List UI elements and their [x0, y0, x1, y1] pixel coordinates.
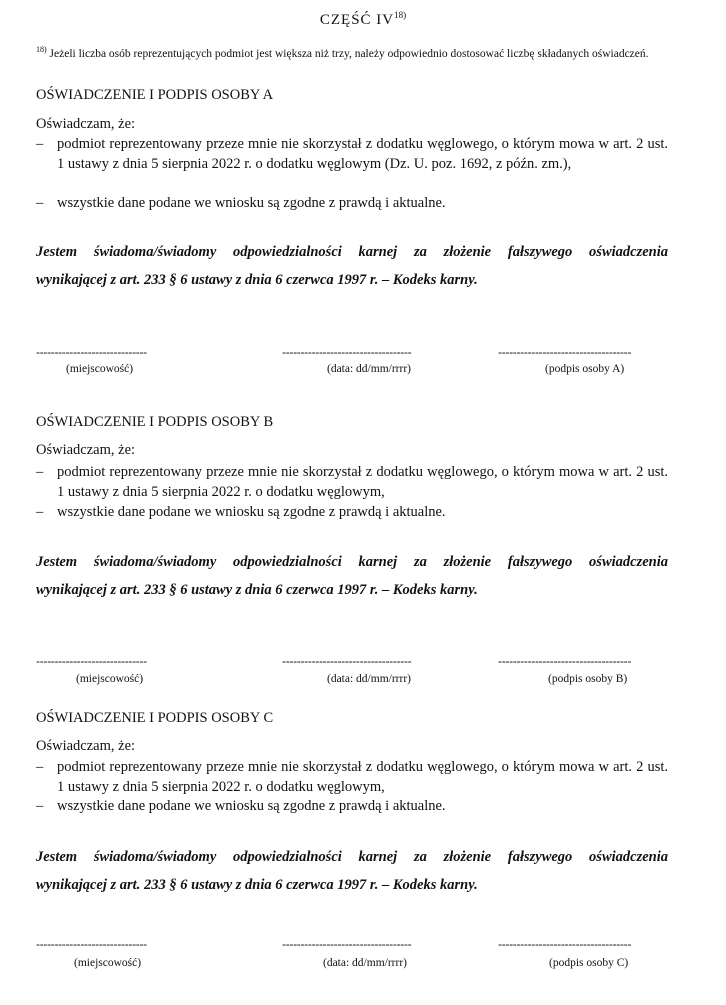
section-b-date-caption: (data: dd/mm/rrrr) — [327, 673, 411, 685]
section-a-item-2 — [36, 193, 668, 213]
section-a-signature-caption: (podpis osoby A) — [545, 363, 625, 375]
list-dash: – — [36, 464, 44, 480]
section-b-place-line: ------------------------------ — [36, 654, 147, 668]
section-a-item-2-text: wszystkie dane podane we wniosku są zgodne z prawdą i aktualne. — [57, 195, 446, 211]
section-a-item-1 — [36, 134, 668, 174]
section-c-warning-line-1: Jestem świadoma/świadomy odpowiedzialności karnej za złożenie fałszywego oświadczenia — [36, 849, 668, 865]
list-dash: – — [36, 136, 44, 152]
section-b-date-line: ----------------------------------- — [282, 654, 412, 668]
section-c-item-1-text: podmiot reprezentowany przeze mnie nie skorzystał z dodatku węglowego, o którym mowa w art. 2 ust. 1 ustawy z dnia 5 sierpnia 2022 r. o dodatku węglowym, — [57, 759, 668, 795]
section-c-item-1 — [36, 757, 668, 797]
section-c-heading: OŚWIADCZENIE I PODPIS OSOBY C — [36, 710, 274, 726]
footnote-marker: 18) — [36, 45, 47, 54]
section-b-intro: Oświadczam, że: — [36, 442, 136, 458]
section-c-place-caption: (miejscowość) — [74, 957, 142, 969]
section-b-signature-caption: (podpis osoby B) — [548, 673, 628, 685]
page-title-text: CZĘŚĆ IV — [319, 12, 395, 28]
section-a-date-line: ----------------------------------- — [282, 345, 412, 359]
section-b-warning — [36, 548, 668, 604]
section-c-signature-caption: (podpis osoby C) — [549, 957, 629, 969]
list-dash: – — [36, 759, 44, 775]
footnote-text: Jeżeli liczba osób reprezentujących podmiot jest większa niż trzy, należy odpowiednio dostosować liczbę składanych oświadczeń. — [49, 47, 649, 60]
section-a-heading: OŚWIADCZENIE I PODPIS OSOBY A — [36, 87, 274, 103]
section-a-warning-line-1: Jestem świadoma/świadomy odpowiedzialności karnej za złożenie fałszywego oświadczenia — [36, 244, 668, 260]
section-c-item-2-text: wszystkie dane podane we wniosku są zgodne z prawdą i aktualne. — [57, 798, 446, 814]
section-b-signature-line: ------------------------------------ — [498, 654, 632, 668]
page-title-footnote-ref: 18) — [394, 10, 407, 20]
footnote — [36, 42, 668, 62]
section-b-place-caption: (miejscowość) — [76, 673, 144, 685]
section-c-place-line: ------------------------------ — [36, 937, 147, 951]
section-b-item-1-text: podmiot reprezentowany przeze mnie nie skorzystał z dodatku węglowego, o którym mowa w art. 2 ust. 1 ustawy z dnia 5 sierpnia 2022 r. o dodatku węglowym, — [57, 464, 668, 500]
section-c-date-caption: (data: dd/mm/rrrr) — [323, 957, 407, 969]
section-b-heading: OŚWIADCZENIE I PODPIS OSOBY B — [36, 414, 274, 430]
section-c-warning-line-2: wynikającej z art. 233 § 6 ustawy z dnia 6 czerwca 1997 r. – Kodeks karny. — [36, 877, 478, 893]
section-c-date-line: ----------------------------------- — [282, 937, 412, 951]
section-b-warning-line-2: wynikającej z art. 233 § 6 ustawy z dnia 6 czerwca 1997 r. – Kodeks karny. — [36, 582, 478, 598]
section-a-place-line: ------------------------------ — [36, 345, 147, 359]
section-a-intro: Oświadczam, że: — [36, 116, 136, 132]
list-dash: – — [36, 195, 44, 211]
section-c-intro: Oświadczam, że: — [36, 738, 136, 754]
section-b-item-1 — [36, 462, 668, 502]
section-a-warning-line-2: wynikającej z art. 233 § 6 ustawy z dnia 6 czerwca 1997 r. – Kodeks karny. — [36, 272, 478, 288]
section-a-place-caption: (miejscowość) — [66, 363, 134, 375]
section-b-warning-line-1: Jestem świadoma/świadomy odpowiedzialności karnej za złożenie fałszywego oświadczenia — [36, 554, 668, 570]
section-c-item-2 — [36, 796, 668, 816]
section-a-signature-line: ------------------------------------ — [498, 345, 632, 359]
section-a-item-1-text: podmiot reprezentowany przeze mnie nie skorzystał z dodatku węglowego, o którym mowa w art. 2 ust. 1 ustawy z dnia 5 sierpnia 2022 r. o dodatku węglowym (Dz. U. poz. 1692, z późn. zm.), — [57, 136, 668, 172]
section-c-signature-line: ------------------------------------ — [498, 937, 632, 951]
page-title — [0, 10, 726, 29]
list-dash: – — [36, 504, 44, 520]
section-a-warning — [36, 238, 668, 294]
section-b-item-2-text: wszystkie dane podane we wniosku są zgodne z prawdą i aktualne. — [57, 504, 446, 520]
section-b-item-2 — [36, 502, 668, 522]
section-a-date-caption: (data: dd/mm/rrrr) — [327, 363, 411, 375]
section-c-warning — [36, 843, 668, 899]
list-dash: – — [36, 798, 44, 814]
